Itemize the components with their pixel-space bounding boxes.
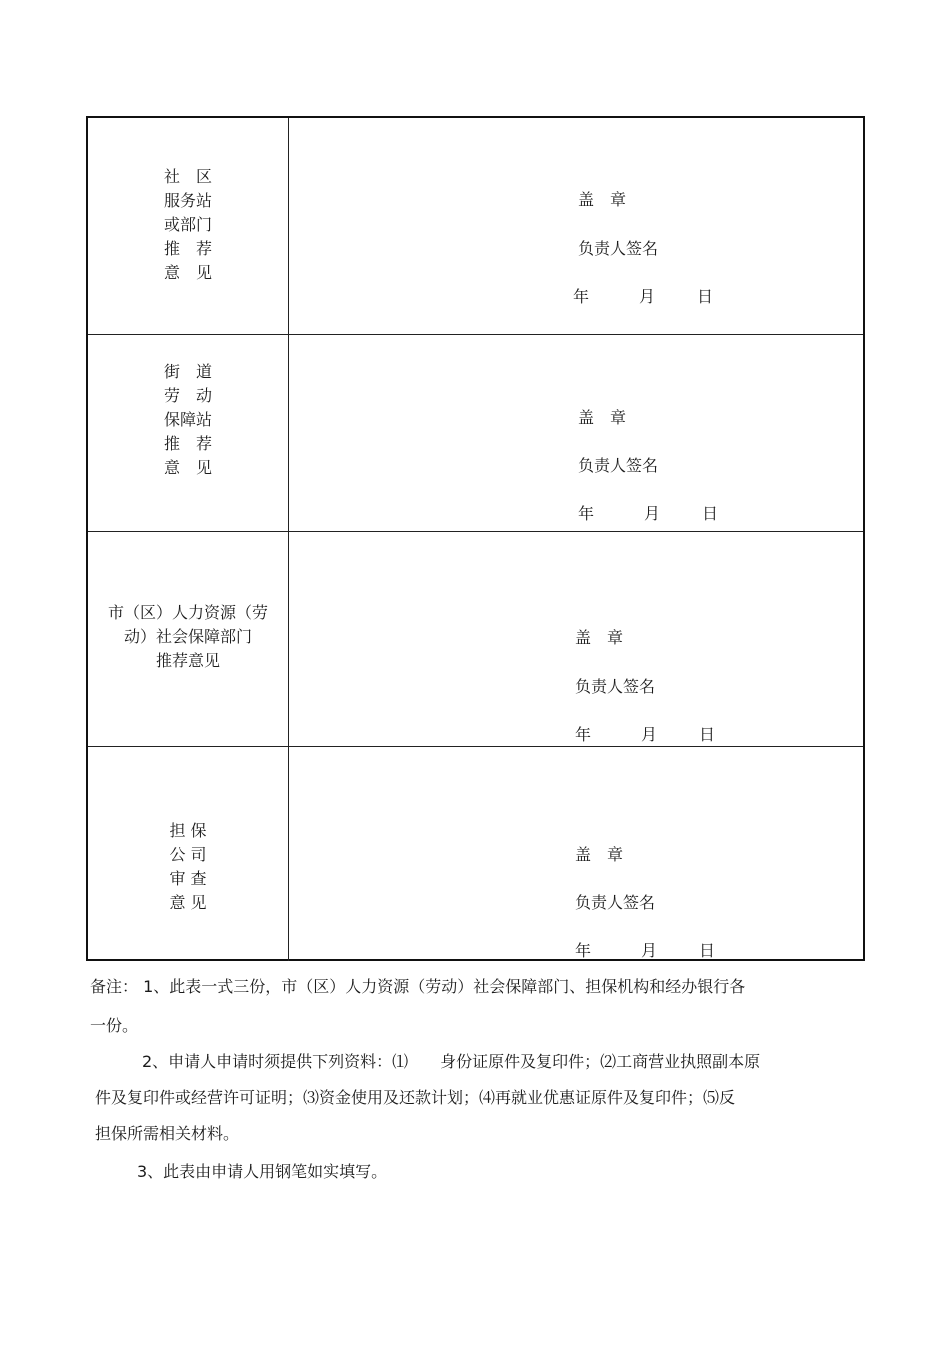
note-line: 2、申请人申请时须提供下列资料：⑴ 身份证原件及复印件；⑵工商营业执照副本原 xyxy=(142,1052,761,1071)
year-label: 年 xyxy=(578,504,595,523)
row-label-line: 担 保 xyxy=(169,821,207,840)
note-line: 3、此表由申请人用钢笔如实填写。 xyxy=(137,1162,388,1181)
row-label-cell xyxy=(88,532,289,746)
row-label-line: 动）社会保障部门 xyxy=(123,627,252,646)
month-label: 月 xyxy=(641,941,658,960)
signature-label: 负责人签名 xyxy=(578,456,659,475)
row-street-recommendation xyxy=(88,334,863,531)
day-label: 日 xyxy=(702,504,719,523)
row-label-cell xyxy=(88,335,289,531)
note-line: 件及复印件或经营许可证明；⑶资金使用及还款计划；⑷再就业优惠证原件及复印件；⑸反 xyxy=(95,1088,736,1107)
seal-label: 盖 章 xyxy=(578,190,627,209)
day-label: 日 xyxy=(697,287,714,306)
note-line: 担保所需相关材料。 xyxy=(95,1124,240,1143)
row-label-line: 意 见 xyxy=(163,263,212,282)
note-line: 备注： 1、此表一式三份，市（区）人力资源（劳动）社会保障部门、担保机构和经办银行各 xyxy=(90,977,746,996)
year-label: 年 xyxy=(573,287,590,306)
month-label: 月 xyxy=(644,504,661,523)
row-label-line: 服务站 xyxy=(163,191,212,210)
month-label: 月 xyxy=(641,725,658,744)
month-label: 月 xyxy=(639,287,656,306)
year-label: 年 xyxy=(575,725,592,744)
row-label-cell xyxy=(88,118,289,334)
row-label-cell xyxy=(88,747,289,961)
approval-form-table xyxy=(86,116,865,961)
seal-label: 盖 章 xyxy=(575,845,624,864)
year-label: 年 xyxy=(575,941,592,960)
row-hr-department-recommendation xyxy=(88,531,863,746)
day-label: 日 xyxy=(699,725,716,744)
row-label-line: 街 道 xyxy=(163,362,212,381)
row-label-line: 公 司 xyxy=(169,845,207,864)
row-label-line: 审 查 xyxy=(169,869,207,888)
seal-label: 盖 章 xyxy=(578,408,627,427)
signature-label: 负责人签名 xyxy=(575,893,656,912)
row-label-line: 市（区）人力资源（劳 xyxy=(107,603,268,622)
signature-label: 负责人签名 xyxy=(575,677,656,696)
row-label-line: 意 见 xyxy=(169,893,207,912)
row-label-line: 推 荐 xyxy=(163,434,212,453)
row-label-line: 保障站 xyxy=(163,410,212,429)
row-label-line: 或部门 xyxy=(163,215,212,234)
seal-label: 盖 章 xyxy=(575,628,624,647)
row-label-line: 意 见 xyxy=(163,458,212,477)
row-community-recommendation xyxy=(88,118,863,334)
row-label-line: 社 区 xyxy=(163,167,212,186)
row-label-line: 劳 动 xyxy=(163,386,212,405)
day-label: 日 xyxy=(699,941,716,960)
row-guarantee-company-review xyxy=(88,746,863,961)
row-label-line: 推荐意见 xyxy=(155,651,220,670)
signature-label: 负责人签名 xyxy=(578,239,659,258)
row-label-line: 推 荐 xyxy=(163,239,212,258)
note-line: 一份。 xyxy=(90,1016,139,1035)
